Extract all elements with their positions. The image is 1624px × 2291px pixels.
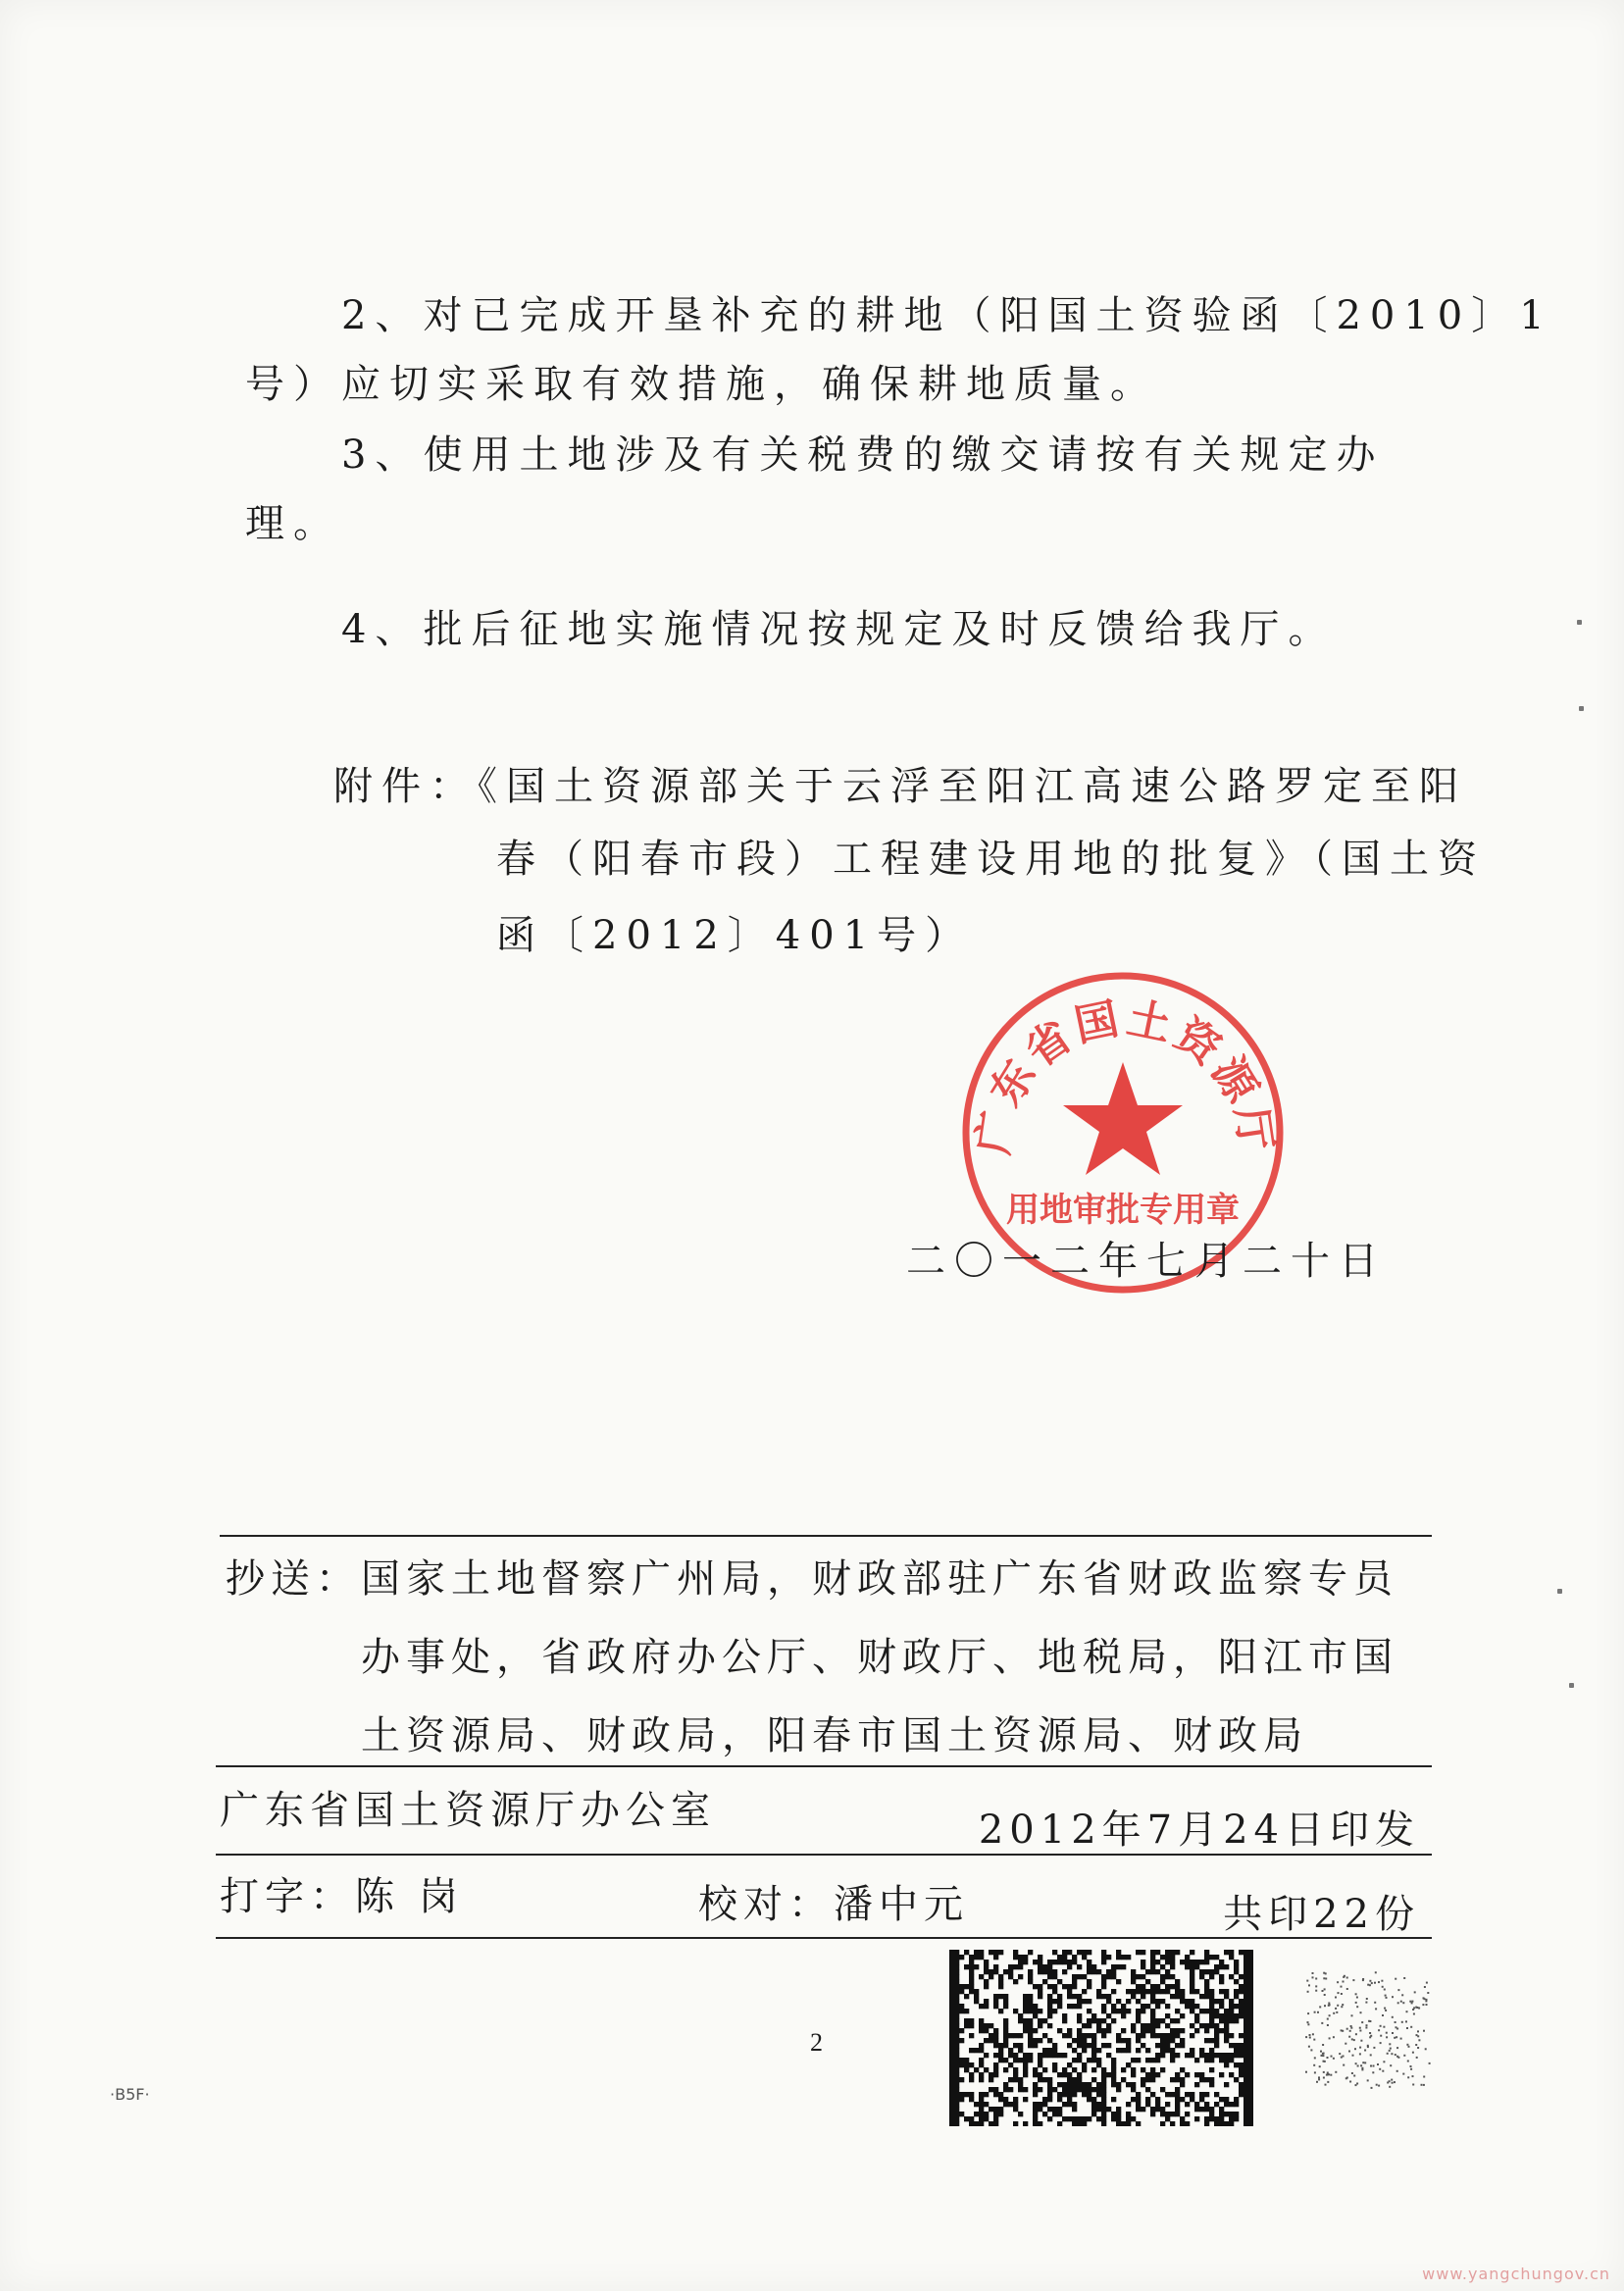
cc-line-3: 土资源局、财政局，阳春市国土资源局、财政局 [361,1713,1308,1758]
scan-mark: ·B5F· [110,2085,150,2104]
issue-date: 2012年7月24日印发 [978,1807,1420,1853]
issuer: 广东省国土资源厅办公室 [220,1788,716,1833]
footer-top-rule [220,1535,1432,1537]
scan-speck [1577,620,1582,625]
attachment-line-2: 春（阳春市段）工程建设用地的批复》（国土资 [496,837,1486,882]
cc-line-1: 国家土地督察广州局，财政部驻广东省财政监察专员 [361,1556,1398,1602]
document-date: 二〇一二年七月二十日 [906,1239,1387,1284]
site-watermark: www.yangchungov.cn [1422,2265,1610,2283]
scan-speck [1557,1589,1562,1594]
scan-noise [1304,1971,1432,2089]
scan-speck [1579,706,1584,711]
cc-line-2: 办事处，省政府办公厅、财政厅、地税局，阳江市国 [361,1635,1398,1680]
footer-rule-2 [216,1765,1432,1767]
attachment-line-3: 函〔2012〕401号） [496,913,974,958]
item-2-line-2: 号）应切实采取有效措施，确保耕地质量。 [245,362,1158,407]
footer-rule-3 [216,1854,1432,1856]
attachment-line-1: 附件：《国土资源部关于云浮至阳江高速公路罗定至阳 [333,764,1467,809]
seal-subtext: 用地审批专用章 [1006,1191,1240,1230]
scan-speck [1569,1683,1574,1688]
item-4: 4、批后征地实施情况按规定及时反馈给我厅。 [341,607,1337,652]
copies: 共印22份 [1223,1892,1420,1937]
proofreader: 校对：潘中元 [698,1882,969,1927]
seal-star-icon [1063,1062,1183,1175]
item-2-line-1: 2、对已完成开垦补充的耕地（阳国土资验函〔2010〕1 [341,293,1553,338]
footer-bottom-rule [216,1937,1432,1939]
page-number: 2 [810,2028,823,2057]
cc-label: 抄送： [226,1556,361,1602]
typist: 打字：陈 岗 [220,1874,464,1919]
item-3-line-1: 3、使用土地涉及有关税费的缴交请按有关规定办 [341,433,1385,478]
barcode-icon [949,1950,1253,2126]
item-3-line-2: 理。 [245,501,341,546]
seal-text: 广东省国土资源厅 [968,993,1282,1158]
